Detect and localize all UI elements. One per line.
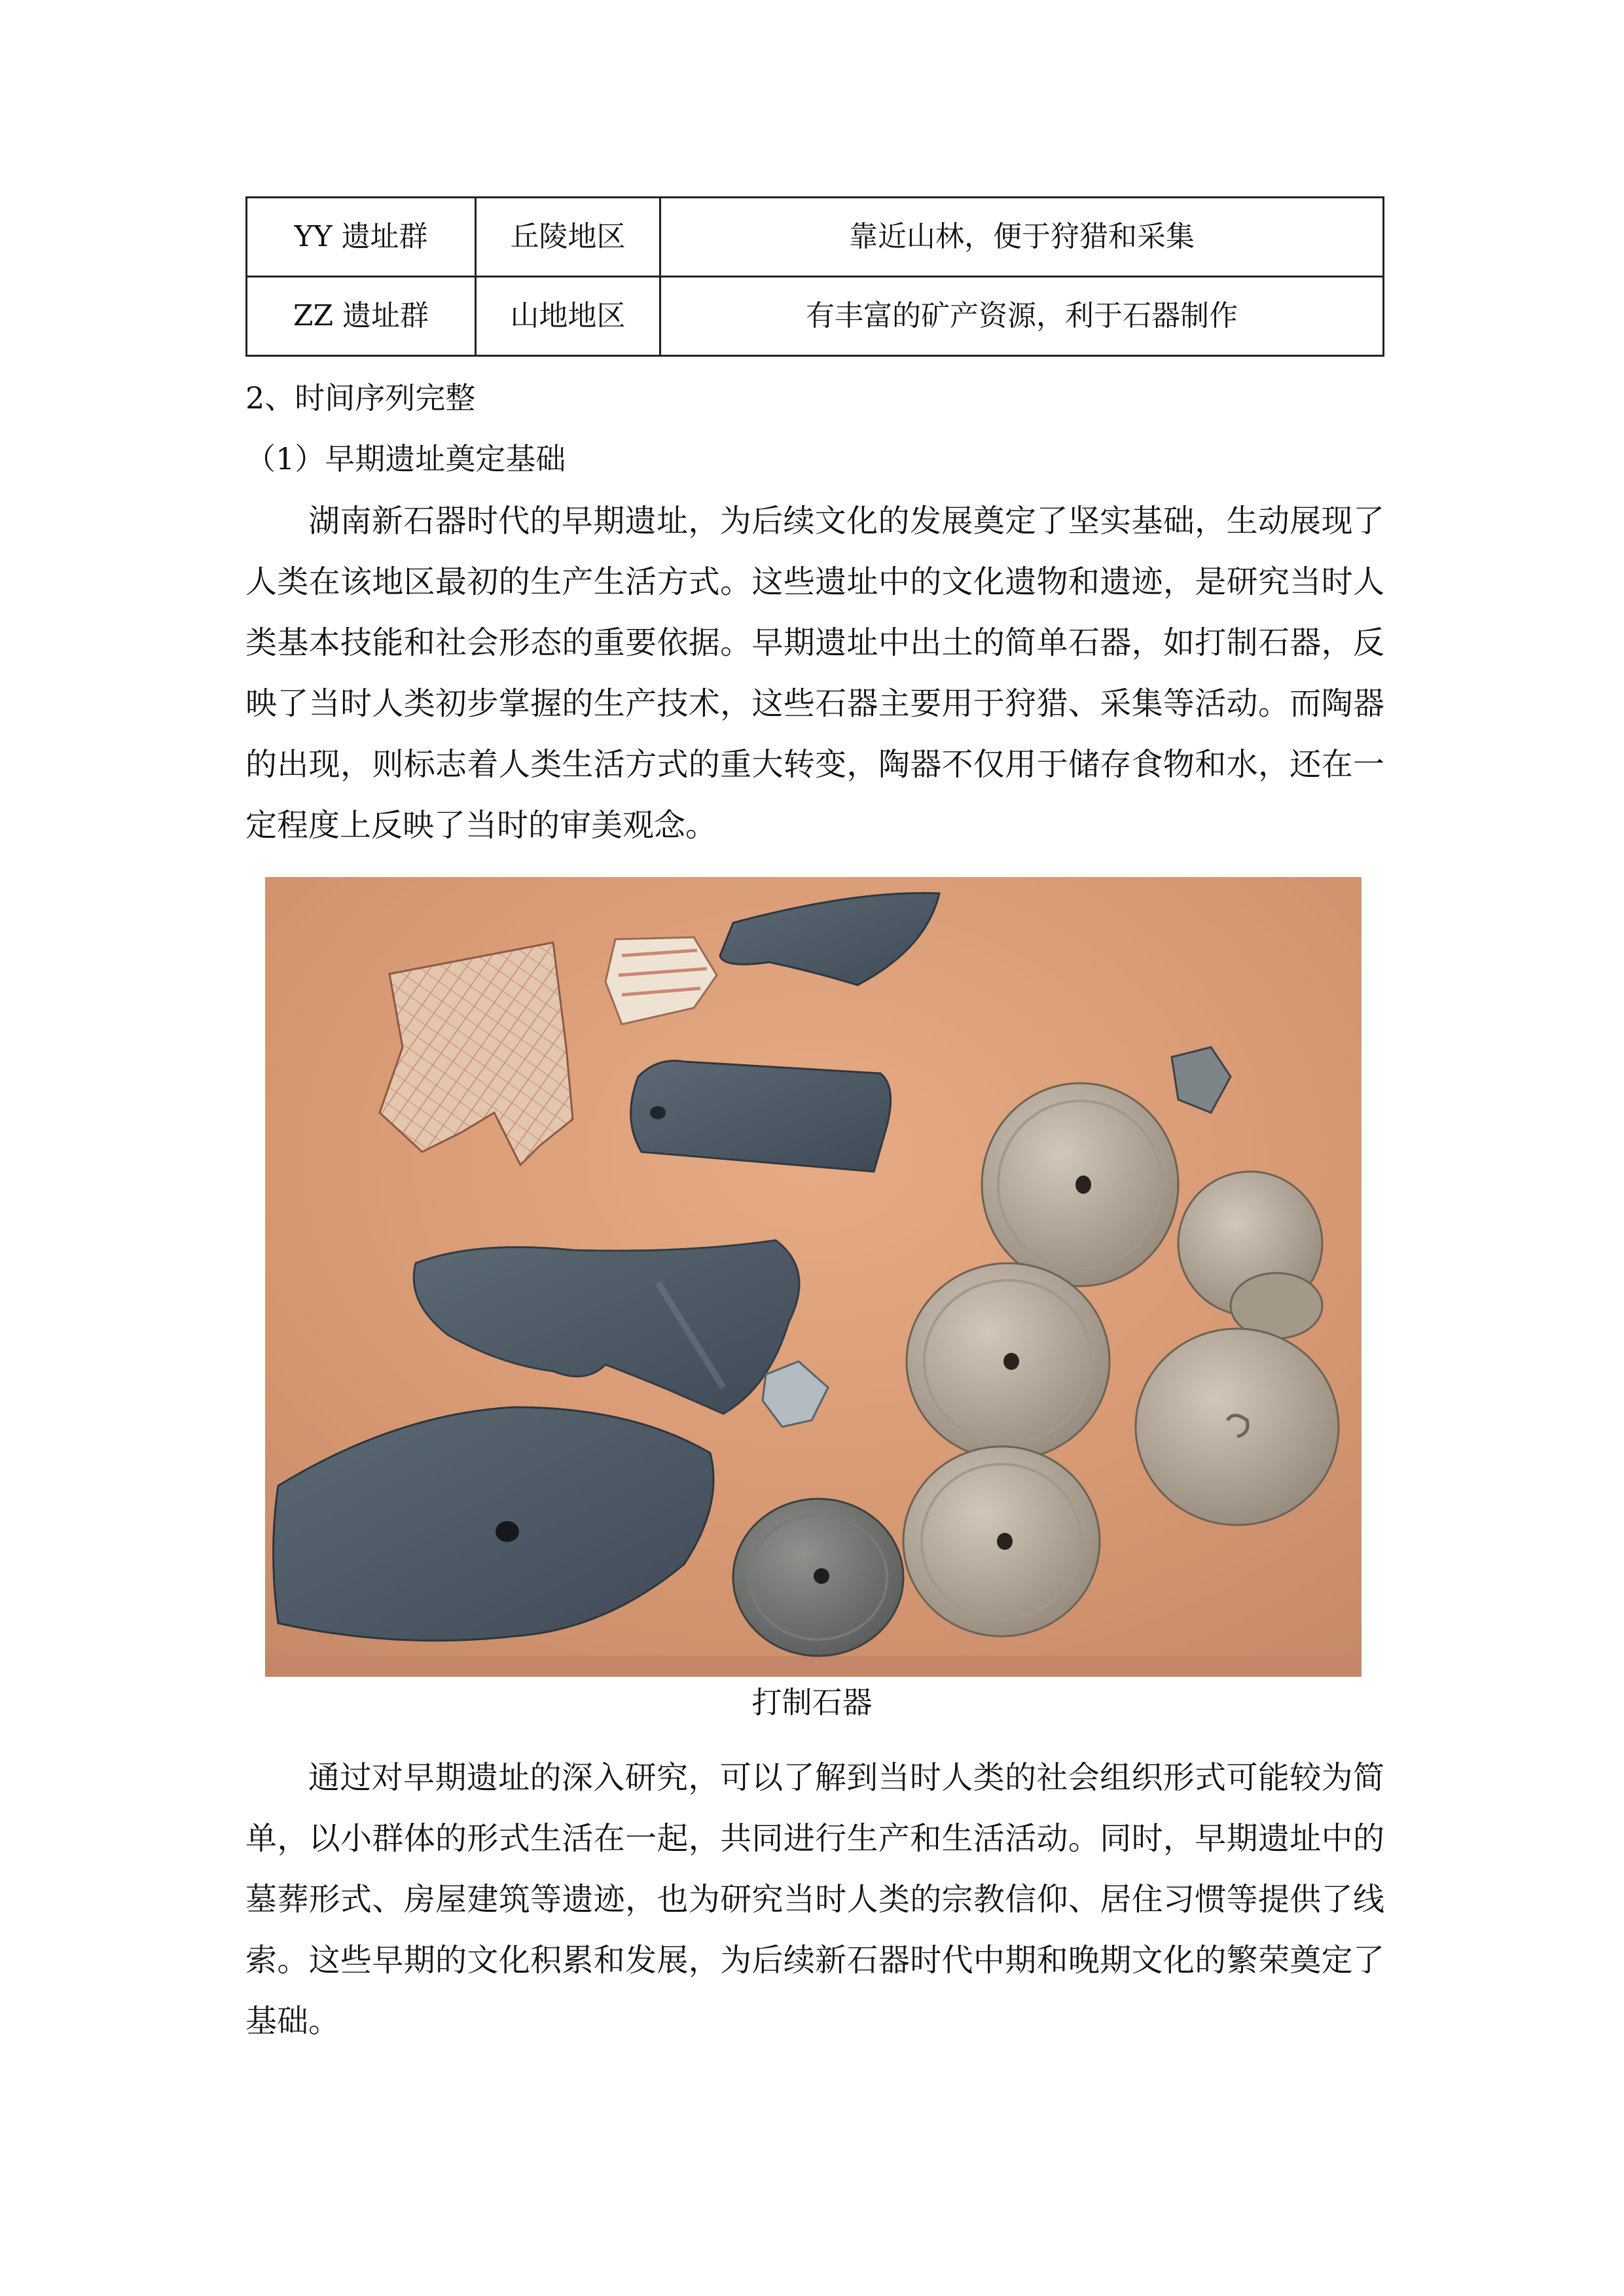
stone-chisel — [631, 1061, 891, 1172]
table-row — [247, 198, 1384, 277]
spindle-whorl — [903, 1446, 1100, 1636]
spindle-whorl-dark — [733, 1499, 903, 1656]
section-heading: 2、时间序列完整 — [245, 380, 476, 416]
table-cell: 靠近山林，便于狩猎和采集 — [660, 198, 1384, 277]
table-cell: ZZ 遗址群 — [247, 277, 476, 356]
table-cell: 山地地区 — [476, 277, 660, 356]
table-cell: YY 遗址群 — [247, 198, 476, 277]
spindle-whorl — [1136, 1329, 1339, 1525]
section-subheading: （1）早期遗址奠定基础 — [245, 441, 566, 476]
table-row — [247, 277, 1384, 356]
table-cell: 丘陵地区 — [476, 198, 660, 277]
stone-tools-photo — [265, 877, 1362, 1677]
sites-table — [245, 196, 1384, 357]
paragraph-research: 通过对早期遗址的深入研究，可以了解到当时人类的社会组织形式可能较为简单，以小群体的形式生活在一起，共同进行生产和生活活动。同时，早期遗址中的墓葬形式、房屋建筑等遗迹，也为研究当时人类的宗教信仰、居住习惯等提供了线索。这些早期的文化积累和发展，为后续新石器时代中期和晚期文化的繁荣奠定了基础。 — [245, 1759, 1384, 2039]
paragraph-intro: 湖南新石器时代的早期遗址，为后续文化的发展奠定了坚实基础，生动展现了人类在该地区最初的生产生活方式。这些遗址中的文化遗物和遗迹，是研究当时人类基本技能和社会形态的重要依据。早期遗址中出土的简单石器，如打制石器，反映了当时人类初步掌握的生产技术，这些石器主要用于狩猎、采集等活动。而陶器的出现，则标志着人类生活方式的重大转变，陶器不仅用于储存食物和水，还在一定程度上反映了当时的审美观念。 — [245, 503, 1384, 844]
figure-caption: 打制石器 — [751, 1685, 873, 1720]
table-cell: 有丰富的矿产资源，利于石器制作 — [660, 277, 1384, 356]
spindle-whorl — [907, 1263, 1110, 1460]
spindle-whorl — [982, 1083, 1178, 1286]
